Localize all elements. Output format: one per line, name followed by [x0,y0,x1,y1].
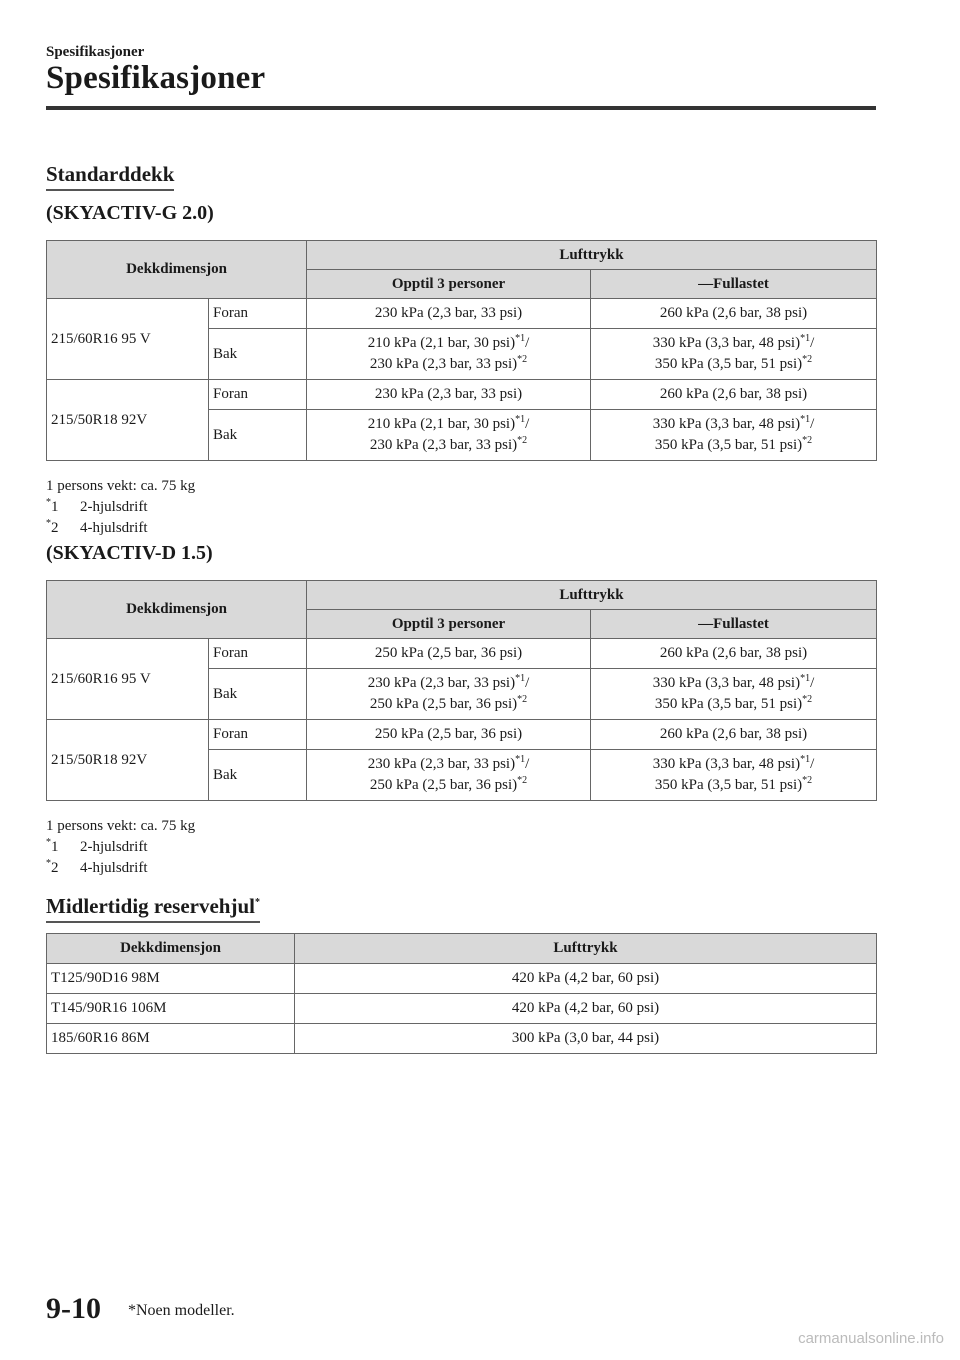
footnote-2: *2 4-hjulsdrift [46,858,148,876]
pressure-cell: 210 kPa (2,1 bar, 30 psi)$^{*1}$/ 230 kPa (2,3 bar, 33 psi)$^{*2}$ [307,329,591,380]
position-cell: Bak [209,410,307,461]
watermark: carmanualsonline.info [798,1330,944,1347]
tire-size-cell: T145/90R16 106M [47,994,295,1024]
pressure-cell: 230 kPa (2,3 bar, 33 psi)$^{*1}$/ 250 kPa (2,5 bar, 36 psi)$^{*2}$ [307,750,591,801]
pressure-cell: 250 kPa (2,5 bar, 36 psi) [307,639,591,669]
spare-wheel-table [46,933,877,1054]
position-cell: Foran [209,639,307,669]
pressure-cell: 330 kPa (3,3 bar, 48 psi)$^{*1}$/ 350 kPa (3,5 bar, 51 psi)$^{*2}$ [591,669,877,720]
pressure-cell: 250 kPa (2,5 bar, 36 psi) [307,720,591,750]
table-notes-g [46,476,195,539]
table-row [47,639,877,669]
tire-size-cell: 215/60R16 95 V [47,299,209,380]
chapter-title: Spesifikasjoner [46,60,266,96]
pressure-cell: 330 kPa (3,3 bar, 48 psi)$^{*1}$/ 350 kPa (3,5 bar, 51 psi)$^{*2}$ [591,410,877,461]
header-pressure: Lufttrykk [295,934,877,964]
header-rule [46,106,876,110]
tire-pressure-table-g [46,240,877,461]
tire-size-cell: 185/60R16 86M [47,1024,295,1054]
weight-note: 1 persons vekt: ca. 75 kg [46,478,196,494]
header-load-full: —Fullastet [591,610,877,639]
pressure-cell: 420 kPa (4,2 bar, 60 psi) [295,964,877,994]
header-load-normal: Opptil 3 personer [307,610,591,639]
running-head: Spesifikasjoner [46,44,145,60]
pressure-cell: 260 kPa (2,6 bar, 38 psi) [591,720,877,750]
pressure-cell: 330 kPa (3,3 bar, 48 psi)$^{*1}$/ 350 kPa (3,5 bar, 51 psi)$^{*2}$ [591,750,877,801]
tire-size-cell: 215/50R18 92V [47,380,209,461]
page-footnote: *Noen modeller. [128,1302,235,1319]
table-title-skyactiv-g: (SKYACTIV-G 2.0) [46,202,214,224]
table-notes-d [46,816,195,879]
pressure-cell: 230 kPa (2,3 bar, 33 psi)$^{*1}$/ 250 kPa (2,5 bar, 36 psi)$^{*2}$ [307,669,591,720]
footnote-2: *2 4-hjulsdrift [46,518,148,536]
header-pressure: Lufttrykk [307,241,877,270]
header-load-normal: Opptil 3 personer [307,270,591,299]
pressure-cell: 230 kPa (2,3 bar, 33 psi) [307,299,591,329]
tire-size-cell: T125/90D16 98M [47,964,295,994]
footnote-1: *1 2-hjulsdrift [46,837,148,855]
pressure-cell: 420 kPa (4,2 bar, 60 psi) [295,994,877,1024]
footnote-1: *1 2-hjulsdrift [46,497,148,515]
section-title-standard-tires: Standarddekk [46,162,174,191]
header-tire-size: Dekkdimensjon [47,241,307,299]
pressure-cell: 330 kPa (3,3 bar, 48 psi)$^{*1}$/ 350 kPa (3,5 bar, 51 psi)$^{*2}$ [591,329,877,380]
pressure-cell: 260 kPa (2,6 bar, 38 psi) [591,380,877,410]
position-cell: Foran [209,380,307,410]
header-pressure: Lufttrykk [307,581,877,610]
weight-note: 1 persons vekt: ca. 75 kg [46,818,196,834]
pressure-cell: 230 kPa (2,3 bar, 33 psi) [307,380,591,410]
pressure-cell: 260 kPa (2,6 bar, 38 psi) [591,639,877,669]
position-cell: Bak [209,329,307,380]
tire-pressure-table-d [46,580,877,801]
table-row [47,720,877,750]
header-tire-size: Dekkdimensjon [47,934,295,964]
pressure-cell: 300 kPa (3,0 bar, 44 psi) [295,1024,877,1054]
table-row [47,964,877,994]
table-row [47,1024,877,1054]
table-row [47,380,877,410]
pressure-cell: 210 kPa (2,1 bar, 30 psi)$^{*1}$/ 230 kPa (2,3 bar, 33 psi)$^{*2}$ [307,410,591,461]
header-tire-size: Dekkdimensjon [47,581,307,639]
position-cell: Foran [209,299,307,329]
header-load-full: —Fullastet [591,270,877,299]
page-number: 9-10 [46,1292,101,1325]
table-title-skyactiv-d: (SKYACTIV-D 1.5) [46,542,213,564]
position-cell: Bak [209,750,307,801]
position-cell: Foran [209,720,307,750]
pressure-cell: 260 kPa (2,6 bar, 38 psi) [591,299,877,329]
table-row [47,994,877,1024]
tire-size-cell: 215/50R18 92V [47,720,209,801]
tire-size-cell: 215/60R16 95 V [47,639,209,720]
position-cell: Bak [209,669,307,720]
section-title-spare-wheel: Midlertidig reservehjul* [46,894,260,923]
table-row [47,299,877,329]
